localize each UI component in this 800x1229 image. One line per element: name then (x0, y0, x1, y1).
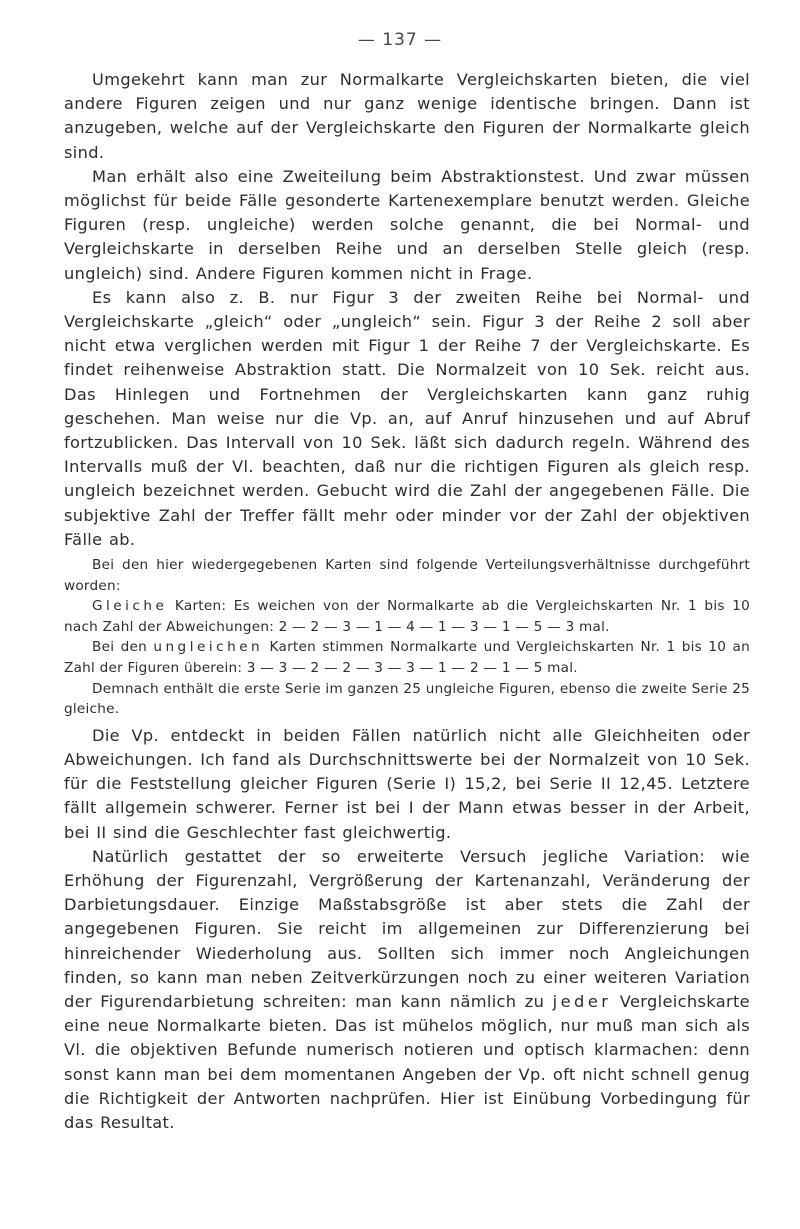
paragraph-5-part-1: Natürlich gestattet der so erweiterte Versuch jegliche Variation: wie Erhöhung der Figurenzahl, Vergrößerung der Kartenanzahl, Veränderung der Darbietungsdauer. Einzige Maßstabsgröße ist aber stets die Zahl der angegebenen Figuren. Sie reicht im allgemeinen zur Differenzierung bei hinreichender Wiederholung aus. Sollten sich immer noch Angleichungen finden, so kann man neben Zeitverkürzungen noch zu einer weiteren Variation der Figurendarbietung schreiten: man kann nämlich zu (64, 846, 750, 1012)
paragraph-4: Die Vp. entdeckt in beiden Fällen natürlich nicht alle Gleichheiten oder Abweichungen. Ich fand als Durchschnittswerte bei der Normalzeit von 10 Sek. für die Feststellung gleicher Figuren (Serie I) 15,2, bei Serie II 12,45. Letztere fällt allgemein schwerer. Ferner ist bei I der Mann etwas besser in der Arbeit, bei II sind die Geschlechter fast gleichwertig. (64, 725, 750, 842)
distribution-gleiche (64, 596, 750, 637)
ungleiche-label: ungleichen (153, 639, 264, 656)
distribution-ungleiche (64, 637, 750, 678)
gleiche-text: Karten: Es weichen von der Normalkarte ab die Vergleichskarten Nr. 1 bis 10 nach Zahl der Abweichungen: 2 — 2 — 3 — 1 — 4 — 1 — 3 — 1 — 5 — 3 mal. (64, 598, 750, 635)
paragraph-2: Man erhält also eine Zweiteilung beim Abstraktionstest. Und zwar müssen möglichst für beide Fälle gesonderte Kartenexemplare benutzt werden. Gleiche Figuren (resp. ungleiche) werden solche genannt, die bei Normal- und Vergleichskarte in derselben Reihe und an derselben Stelle gleich (resp. ungleich) sind. Andere Figuren kommen nicht in Frage. (64, 166, 750, 283)
gleiche-label: Gleiche (92, 598, 168, 615)
distribution-summary: Demnach enthält die erste Serie im ganzen 25 ungleiche Figuren, ebenso die zweite Serie 25 gleiche. (64, 680, 750, 718)
paragraph-1: Umgekehrt kann man zur Normalkarte Vergleichskarten bieten, die viel andere Figuren zeigen und nur ganz wenige identische bringen. Dann ist anzugeben, welche auf der Vergleichskarte den Figuren der Normalkarte gleich sind. (64, 70, 750, 162)
jeder-emphasis: jeder (552, 992, 612, 1012)
ungleiche-prefix: Bei den (92, 639, 154, 656)
paragraph-5 (64, 845, 750, 1135)
paragraph-5-part-2: Vergleichskarte eine neue Normalkarte bieten. Das ist mühelos möglich, nur muß man sich als Vl. die objektiven Befunde numerisch notieren und optisch klarmachen: denn sonst kann man bei dem momentanen Angeben der Vp. oft nicht schnell genug die Richtigkeit der Antworten nachprüfen. Hier ist Einübung Vorbedingung für das Resultat. (64, 992, 750, 1133)
page-number: — 137 — (357, 30, 443, 50)
ungleiche-text: Karten stimmen Normalkarte und Vergleichskarten Nr. 1 bis 10 an Zahl der Figuren überein: 3 — 3 — 2 — 2 — 3 — 3 — 1 — 2 — 1 — 5 mal. (64, 639, 750, 677)
text-column (64, 68, 750, 1135)
distribution-intro: Bei den hier wiedergegebenen Karten sind folgende Verteilungsverhältnisse durchgeführt worden: (64, 557, 750, 594)
paragraph-3: Es kann also z. B. nur Figur 3 der zweiten Reihe bei Normal- und Vergleichskarte „gleich“ oder „ungleich“ sein. Figur 3 der Reihe 2 soll aber nicht etwa verglichen werden mit Figur 1 der Reihe 7 der Vergleichskarte. Es findet reihenweise Abstraktion statt. Die Normalzeit von 10 Sek. reicht aus. Das Hinlegen und Fortnehmen der Vergleichskarten kann ganz ruhig geschehen. Man weise nur die Vp. an, auf Anruf hinzusehen und auf Abruf fortzublicken. Das Intervall von 10 Sek. läßt sich dadurch regeln. Während des Intervalls muß der Vl. beachten, daß nur die richtigen Figuren als gleich resp. ungleich bezeichnet werden. Gebucht wird die Zahl der angegebenen Fälle. Die subjektive Zahl der Treffer fällt mehr oder minder vor der Zahl der objektiven Fälle ab. (64, 287, 750, 549)
